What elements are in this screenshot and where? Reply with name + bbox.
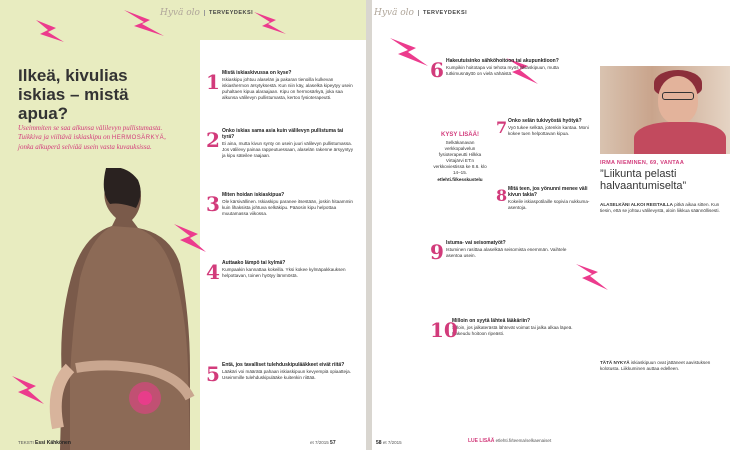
question-answer: Ole kärsivällinen. Iskiaskipu paranee itsestään, joskin hitaammin kuin lihaksista johtuva selkäkipu. Pääosin kipu helpottaa muutamassa viikossa.	[222, 199, 353, 216]
question-5	[206, 362, 356, 386]
question-title: Mitä teen, jos yönunni menee väli kivun takia?	[508, 186, 588, 198]
question-number: 5	[206, 362, 220, 386]
question-6	[430, 58, 580, 82]
question-answer: Lääkäri voi määrätä pahaan iskiaskipuun kevyempiä opiaatteja. Useimmille tulehduskipulääke kuitenkin riittää.	[222, 369, 351, 380]
portrait-photo	[600, 66, 730, 154]
left-header	[160, 8, 253, 18]
page-number: 57	[330, 440, 336, 446]
question-title: Milloin on syytä lähteä lääkäriin?	[452, 318, 531, 324]
read-more-label: LUE LISÄÄ	[468, 438, 495, 444]
question-answer: Istuminen rasittaa alaselkää seisomista enemmän. Vaihtele asentoa usein.	[446, 247, 567, 258]
lightning-icon	[30, 18, 70, 58]
question-10	[430, 318, 580, 342]
lead-keyword: HERMOSÄRKYÄ	[111, 135, 165, 141]
question-number: 6	[430, 58, 444, 82]
question-answer: Silloin, jos jalkaterästä lähtevät voimat tai jalka alkaa läpeä. Hakeudu hoitoon ripeästi.	[452, 325, 573, 336]
pull-quote: ”Liikunta pelasti halvaantumiselta”	[600, 168, 687, 192]
question-number: 4	[206, 260, 220, 284]
question-title: Entä, jos tavalliset tulehduskipulääkkeet eivät riitä?	[222, 362, 345, 368]
question-number: 1	[206, 70, 220, 94]
quote-body-text: pitkä aikaa sitten. Kun tiesin, että se johtuu välilevystä, aloin liikkua säännöllisesti.	[600, 202, 720, 213]
tata-text: iskiaskipuun ovat jättäneet aavistuksen kolotusta. Liikkuminen auttaa edelleen.	[600, 360, 711, 371]
question-answer: Kokeile iskiaspotilaille sopivia nukkuma-asentoja.	[508, 199, 590, 210]
question-answer: Kumpaakin kannattaa kokeilla. Yksi kokee kylmäpakkauksen helpottavan, toinen hyötyy lämmöstä.	[222, 267, 346, 278]
quote-body	[600, 202, 730, 214]
question-answer: Iskiaskipu johtuu alaselän ja pakaran tienoilla kulkevan iskiashermon ärsytyksestä. Kun niin käy, alaselkä kipeytyy usein puhaltaen kipua alaraajaan. Kipu on hermosärkyä, joka saa alkunsa välilevyn pullistumasta, kertoo fysioterapeutti.	[222, 77, 353, 100]
brand-logo: Hyvä olo	[374, 8, 414, 18]
read-more-url: etlehti.fi/teema/selkaenaiset	[495, 438, 552, 443]
question-2	[206, 128, 356, 159]
footer-magazine: et 7/2015	[382, 440, 402, 445]
lightning-icon	[572, 260, 612, 300]
question-answer: Kumpikin hoitotapa voi tehota myös iskiaskipuun, mutta tutkimusnäyttö on vielä vähäistä.	[446, 65, 559, 76]
lightning-icon	[250, 8, 290, 38]
question-title: Miten hoidan iskiaskipua?	[222, 192, 285, 198]
right-header	[374, 8, 467, 18]
page-title: Ilkeä, kivulias iskias – mistä apua?	[18, 66, 129, 123]
left-footer	[18, 440, 71, 446]
lightning-icon	[386, 34, 432, 74]
question-title: Istuma- vai seisomatyöt?	[446, 240, 506, 246]
woman-back-illustration	[40, 168, 210, 450]
question-8	[496, 186, 592, 211]
lightning-icon	[120, 6, 170, 46]
right-folio	[376, 440, 402, 446]
ask-more-body: Selkäkanavan verkkopalvelun fysioterapeutti Hilkka Virtajärvi ET:n verkkoviestissä ke 8.6. klo 14–15.	[433, 140, 487, 175]
footer-credit-label: TEKSTI	[18, 440, 34, 445]
question-number: 3	[206, 192, 220, 216]
question-number: 10	[430, 318, 458, 342]
question-number: 8	[496, 186, 508, 205]
lead-paragraph	[18, 124, 178, 152]
interviewee-name: IRMA NIEMINEN, 69, VANTAA	[600, 160, 685, 166]
question-title: Auttaako lämpö tai kylmä?	[222, 260, 286, 266]
tata-body	[600, 360, 730, 372]
footer-author: Essi Kähkönen	[35, 440, 71, 446]
brand-logo: Hyvä olo	[160, 8, 200, 18]
question-answer: Ei aina, mutta kivun synty on usein juuri välilevyn pullistumassa. Jos välilevy painaa rappeutuessaan, alaselän rakenne ärsyyntyy ja kipu säteilee raajaan.	[222, 141, 354, 158]
question-4	[206, 260, 356, 284]
question-number: 2	[206, 128, 220, 152]
left-page	[0, 0, 366, 450]
question-title: Mistä iskiaskivussa on kyse?	[222, 70, 292, 76]
question-title: Onko iskias sama asia kuin välilevyn pullistuma tai tyrä?	[222, 128, 344, 140]
question-number: 9	[430, 240, 444, 264]
left-folio	[310, 440, 336, 446]
question-title: Hakeutuisinko sähköhoitoon tai akupunktioon?	[446, 58, 559, 64]
page-number: 58	[376, 440, 382, 446]
tata-keyword: TÄTÄ NYKYÄ	[600, 360, 630, 365]
question-title: Onko selän tukivyöstä hyötyä?	[508, 118, 582, 124]
lead-end: , jonka alkuperä selviää usein vasta kuvauksissa.	[18, 133, 166, 151]
footer-magazine: et 7/2015	[310, 440, 329, 445]
question-1	[206, 70, 356, 101]
read-more-link[interactable]	[468, 438, 551, 444]
question-number: 7	[496, 118, 508, 137]
question-3	[206, 192, 356, 217]
ask-more-title: KYSY LISÄÄ!	[441, 132, 479, 138]
ask-more-link[interactable]: etlehti.fi/kesskustelu	[437, 177, 483, 182]
section-label: TERVEYDEKSI	[418, 10, 467, 16]
right-page	[372, 0, 738, 450]
lightning-icon	[170, 220, 210, 260]
question-7	[496, 118, 592, 137]
quote-body-keyword: ALASELKÄNI ALKOI REISTAILLA	[600, 202, 673, 207]
ask-more-box	[430, 132, 490, 182]
question-answer: Vyö tukee selkää, jotenkin kantaa. Moni kokee tuen helpottavan kipua.	[508, 125, 589, 136]
lead-text: Useimmiten se saa alkunsa välilevyn pullistumasta. Tuikkiva ja viiltävä iskiaskipu on	[18, 124, 163, 141]
section-label: TERVEYDEKSI	[204, 10, 253, 16]
question-9	[430, 240, 580, 264]
